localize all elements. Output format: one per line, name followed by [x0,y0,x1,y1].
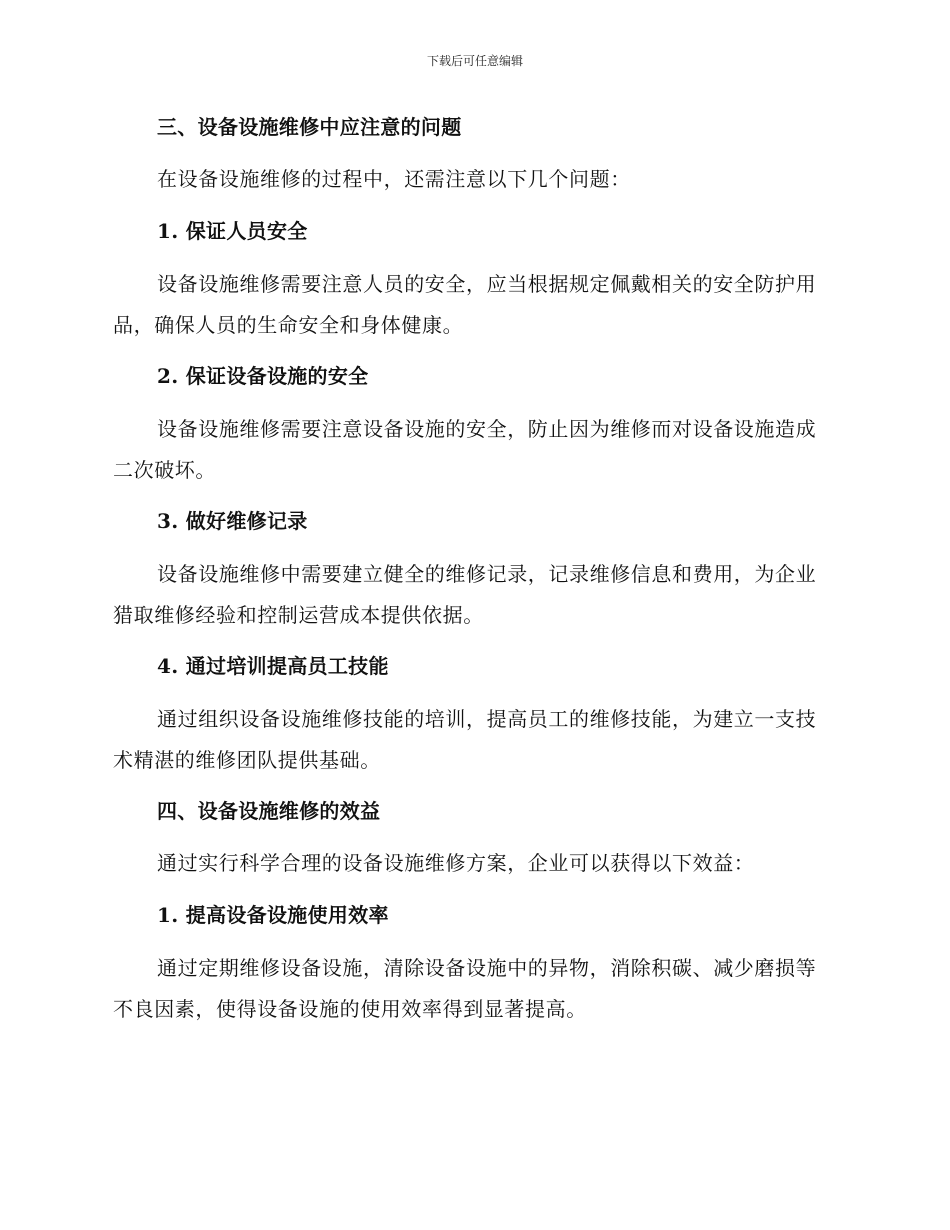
paragraph-equipment-safety: 设备设施维修需要注意设备设施的安全，防止因为维修而对设备设施造成二次破坏。 [113,417,817,482]
subheading-personnel-safety: 1. 保证人员安全 [157,219,308,243]
paragraph-efficiency: 通过定期维修设备设施，清除设备设施中的异物，消除积碳、减少磨损等不良因素，使得设备设施的使用效率得到显著提高。 [113,956,817,1021]
benefits-intro-paragraph: 通过实行科学合理的设备设施维修方案，企业可以获得以下效益： [157,851,755,875]
subheading-efficiency: 1. 提高设备设施使用效率 [157,903,389,927]
section-intro-paragraph: 在设备设施维修的过程中，还需注意以下几个问题： [157,167,631,191]
section-heading-3: 三、设备设施维修中应注意的问题 [157,115,462,139]
paragraph-maintenance-records: 设备设施维修中需要建立健全的维修记录，记录维修信息和费用，为企业猎取维修经验和控制运营成本提供依据。 [113,562,817,627]
paragraph-personnel-safety: 设备设施维修需要注意人员的安全，应当根据规定佩戴相关的安全防护用品，确保人员的生命安全和身体健康。 [113,272,817,337]
page-header: 下载后可任意编辑 [426,54,523,68]
section-heading-4: 四、设备设施维修的效益 [157,799,381,823]
document-body [113,108,831,1041]
subheading-equipment-safety: 2. 保证设备设施的安全 [157,364,369,388]
subheading-maintenance-records: 3. 做好维修记录 [157,509,308,533]
paragraph-training: 通过组织设备设施维修技能的培训，提高员工的维修技能，为建立一支技术精湛的维修团队提供基础。 [113,707,817,772]
subheading-training: 4. 通过培训提高员工技能 [157,654,389,678]
